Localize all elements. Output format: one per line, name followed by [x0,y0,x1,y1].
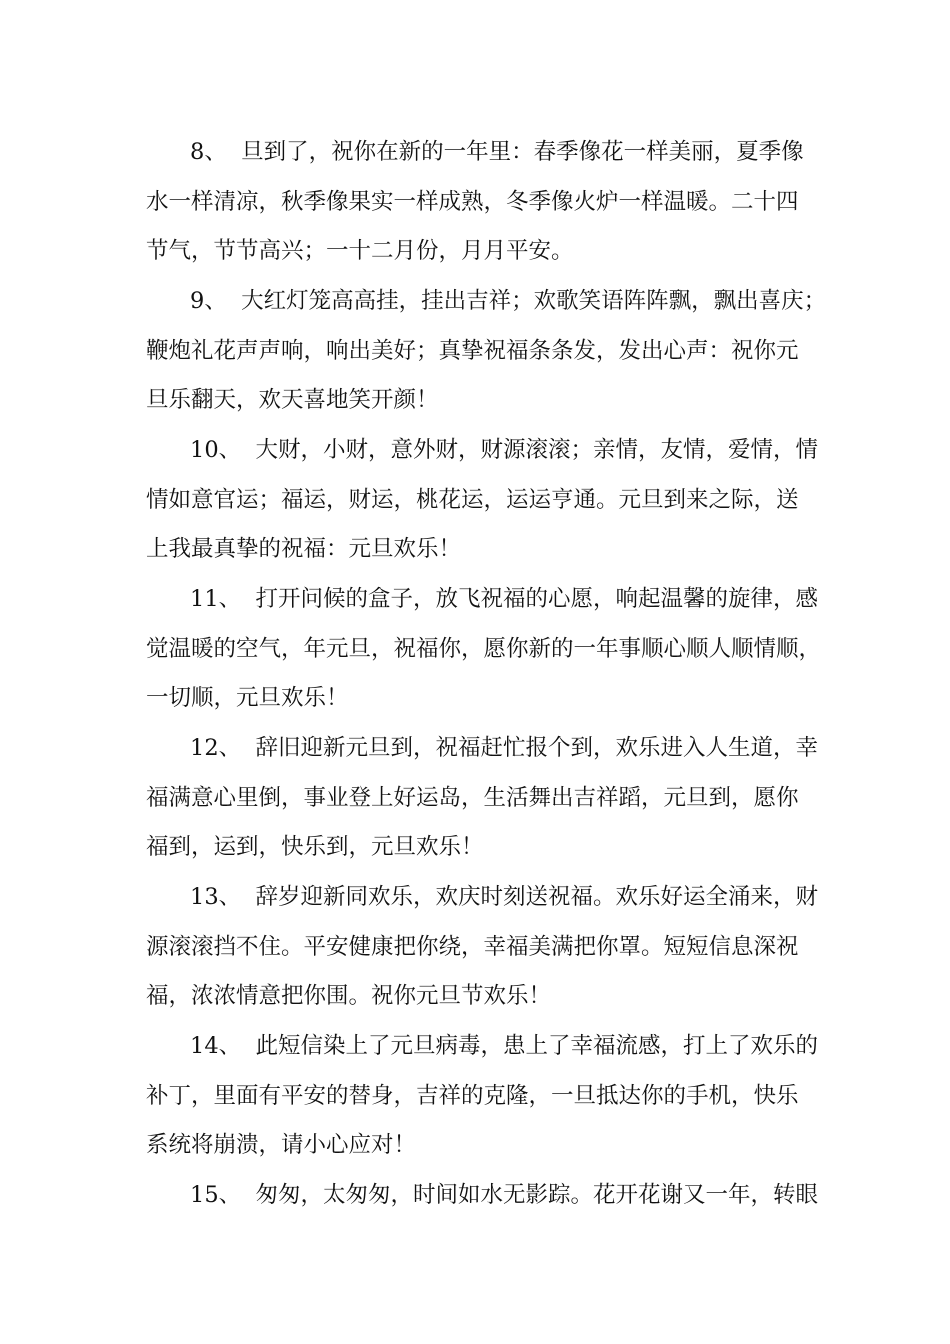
paragraph-line [190,137,804,167]
paragraph-text: 辞旧迎新元旦到，祝福赶忙报个到，欢乐进入人生道，幸 [255,735,818,761]
paragraph-number: 11、 [190,586,242,612]
paragraph-line [190,733,818,763]
paragraph-line [190,882,818,912]
paragraph-line: 旦乐翻天，欢天喜地笑开颜！ [146,387,439,413]
paragraph-line [190,435,818,465]
paragraph-text: 辞岁迎新同欢乐，欢庆时刻送祝福。欢乐好运全涌来，财 [255,884,818,910]
paragraph-number: 12、 [190,735,242,761]
paragraph-line: 福，浓浓情意把你围。祝你元旦节欢乐！ [146,983,552,1009]
paragraph-number: 8、 [190,139,227,165]
paragraph-line: 鞭炮礼花声声响，响出美好；真挚祝福条条发，发出心声：祝你元 [146,338,799,364]
paragraph-number: 9、 [190,288,227,314]
paragraph-line: 补丁，里面有平安的替身，吉祥的克隆，一旦抵达你的手机，快乐 [146,1083,799,1109]
paragraph-text: 此短信染上了元旦病毒，患上了幸福流感，打上了欢乐的 [255,1033,818,1059]
paragraph-line: 一切顺，元旦欢乐！ [146,685,349,711]
paragraph-text: 匆匆，太匆匆，时间如水无影踪。花开花谢又一年，转眼 [255,1182,818,1208]
paragraph-line: 福到，运到，快乐到，元旦欢乐！ [146,834,484,860]
paragraph-text: 打开问候的盒子，放飞祝福的心愿，响起温馨的旋律，感 [255,586,818,612]
paragraph-line: 福满意心里倒，事业登上好运岛，生活舞出吉祥蹈，元旦到，愿你 [146,785,799,811]
paragraph-number: 10、 [190,437,242,463]
paragraph-text: 大红灯笼高高挂，挂出吉祥；欢歌笑语阵阵飘，飘出喜庆； [241,288,827,314]
paragraph-text: 旦到了，祝你在新的一年里：春季像花一样美丽，夏季像 [241,139,804,165]
paragraph-line: 上我最真挚的祝福：元旦欢乐！ [146,536,462,562]
paragraph-line [190,1031,818,1061]
paragraph-line: 节气，节节高兴；一十二月份，月月平安。 [146,238,574,264]
paragraph-number: 15、 [190,1182,242,1208]
paragraph-line: 觉温暖的空气，年元旦，祝福你，愿你新的一年事顺心顺人顺情顺， [146,636,822,662]
paragraph-line [190,1180,818,1210]
paragraph-line: 系统将崩溃，请小心应对！ [146,1132,417,1158]
paragraph-text: 大财，小财，意外财，财源滚滚；亲情，友情，爱情，情 [255,437,818,463]
paragraph-line [190,584,818,614]
paragraph-number: 14、 [190,1033,242,1059]
paragraph-line: 水一样清凉，秋季像果实一样成熟，冬季像火炉一样温暖。二十四 [146,189,799,215]
paragraph-line [190,286,826,316]
paragraph-number: 13、 [190,884,242,910]
paragraph-line: 情如意官运；福运，财运，桃花运，运运亨通。元旦到来之际，送 [146,487,799,513]
paragraph-line: 源滚滚挡不住。平安健康把你绕，幸福美满把你罩。短短信息深祝 [146,934,799,960]
